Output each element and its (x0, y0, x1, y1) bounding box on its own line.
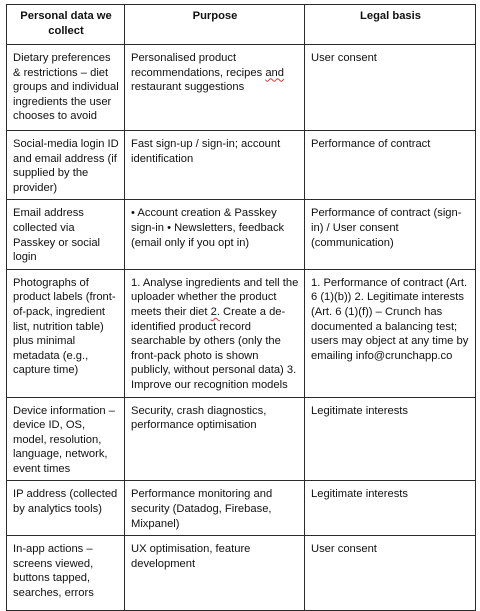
cell-legal-basis: Legitimate interests (305, 481, 476, 536)
purpose-text: Personalised product recommendations, recipes (131, 52, 266, 79)
cell-legal-basis: 1. Performance of contract (Art. 6 (1)(b)) 2. Legitimate interests (Art. 6 (1)(f)) – Crunch has documented a balancing test; users may object at any time by emailing info@crunchapp.co (305, 269, 476, 397)
table-row (7, 536, 476, 611)
header-legal-basis: Legal basis (305, 5, 476, 45)
cell-personal-data: Photographs of product labels (front-of-pack, ingredient list, nutrition table) plus minimal metadata (e.g., capture time) (7, 269, 125, 397)
table-row (7, 131, 476, 200)
cell-purpose (125, 45, 305, 131)
cell-legal-basis: Legitimate interests (305, 397, 476, 481)
personal-data-table (6, 4, 476, 611)
table-header-row (7, 5, 476, 45)
cell-personal-data: IP address (collected by analytics tools) (7, 481, 125, 536)
spellcheck-flagged-word: 2. (210, 305, 220, 318)
table-row (7, 481, 476, 536)
purpose-text: restaurant suggestions (131, 81, 245, 94)
table-row (7, 45, 476, 131)
cell-purpose (125, 269, 305, 397)
header-purpose: Purpose (125, 5, 305, 45)
table-row (7, 269, 476, 397)
cell-legal-basis: User consent (305, 536, 476, 611)
cell-purpose: Fast sign-up / sign-in; account identification (125, 131, 305, 200)
cell-legal-basis: Performance of contract (305, 131, 476, 200)
purpose-text: Create a de-identified product record searchable by others (only the front-pack photo is shown publicly, without personal data) 3. Improve our recognition models (131, 305, 297, 391)
cell-purpose: Performance monitoring and security (Datadog, Firebase, Mixpanel) (125, 481, 305, 536)
spellcheck-flagged-word: and (265, 66, 284, 79)
header-personal-data: Personal data we collect (7, 5, 125, 45)
cell-personal-data: Email address collected via Passkey or social login (7, 200, 125, 269)
purpose-text: 1. Analyse ingredients and tell the uploader whether the product meets their diet (131, 276, 299, 318)
cell-legal-basis: Performance of contract (sign-in) / User consent (communication) (305, 200, 476, 269)
cell-personal-data: Dietary preferences & restrictions – diet groups and individual ingredients the user chooses to avoid (7, 45, 125, 131)
cell-purpose: UX optimisation, feature development (125, 536, 305, 611)
cell-purpose: Security, crash diagnostics, performance optimisation (125, 397, 305, 481)
table-row (7, 200, 476, 269)
cell-legal-basis: User consent (305, 45, 476, 131)
cell-purpose: • Account creation & Passkey sign-in • Newsletters, feedback (email only if you opt in) (125, 200, 305, 269)
cell-personal-data: Device information – device ID, OS, model, resolution, language, network, event times (7, 397, 125, 481)
cell-personal-data: In-app actions – screens viewed, buttons tapped, searches, errors (7, 536, 125, 611)
cell-personal-data: Social-media login ID and email address (if supplied by the provider) (7, 131, 125, 200)
table-row (7, 397, 476, 481)
